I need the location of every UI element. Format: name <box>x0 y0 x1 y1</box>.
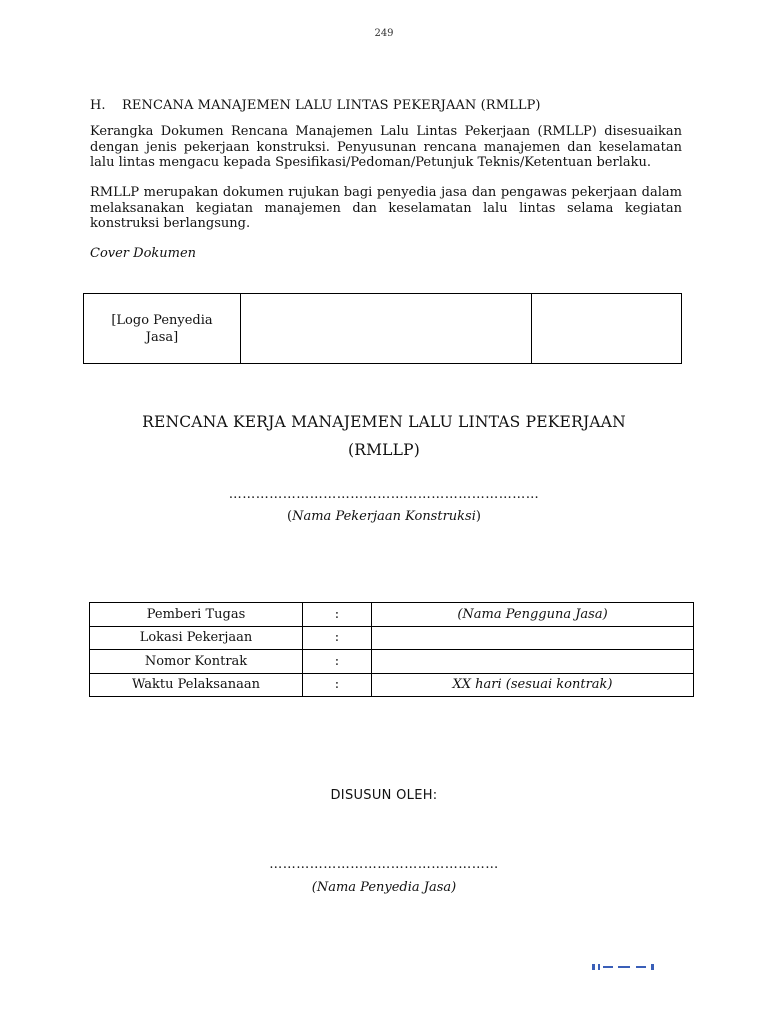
row-colon: : <box>303 673 372 697</box>
logo-table-right-cell <box>532 294 681 363</box>
row-label: Nomor Kontrak <box>90 650 303 674</box>
row-value: (Nama Pengguna Jasa) <box>372 603 694 627</box>
provider-name-caption: (Nama Penyedia Jasa) <box>311 880 457 895</box>
row-value <box>372 626 694 650</box>
rmllp-paragraph: RMLLP merupakan dokumen rujukan bagi penyedia jasa dan pengawas pekerjaan dalam melaksanakan kegiatan manajemen dan keselamatan lalu lintas selama kegiatan konstruksi berlangsung. <box>90 185 682 231</box>
section-title: RENCANA MANAJEMEN LALU LINTAS PEKERJAAN (RMLLP) <box>122 98 541 113</box>
row-colon: : <box>303 650 372 674</box>
intro-paragraph: Kerangka Dokumen Rencana Manajemen Lalu Lintas Pekerjaan (RMLLP) disesuaikan dengan jenis pekerjaan konstruksi. Penyusunan rencana manajemen dan keselamatan lalu lintas mengacu kepada Spesifikasi/Pedoman/Petunjuk Teknis/Ketentuan berlaku. <box>90 124 682 170</box>
page-number: 249 <box>374 28 394 38</box>
document-title <box>0 408 768 464</box>
logo-header-table <box>83 293 682 364</box>
row-label: Pemberi Tugas <box>90 603 303 627</box>
table-row <box>90 650 694 674</box>
logo-placeholder-cell <box>84 294 241 363</box>
row-value: XX hari (sesuai kontrak) <box>372 673 694 697</box>
table-row <box>90 626 694 650</box>
prepared-by-label: DISUSUN OLEH: <box>330 788 438 803</box>
table-row <box>90 673 694 697</box>
row-colon: : <box>303 626 372 650</box>
footer-mark-glyph <box>592 962 682 972</box>
table-row <box>90 603 694 627</box>
work-name-caption <box>0 509 768 524</box>
section-heading <box>90 98 541 113</box>
work-name-close-paren: ) <box>475 509 481 524</box>
cover-label: Cover Dokumen <box>90 246 197 261</box>
row-label: Waktu Pelaksanaan <box>90 673 303 697</box>
logo-placeholder-text: [Logo Penyedia Jasa] <box>111 312 213 345</box>
row-colon: : <box>303 603 372 627</box>
logo-table-middle-cell <box>241 294 532 363</box>
row-value <box>372 650 694 674</box>
work-name-open-paren: ( <box>287 509 293 524</box>
footer-watermark-icon <box>592 962 682 972</box>
row-label: Lokasi Pekerjaan <box>90 626 303 650</box>
provider-name-dots: …………………………………………… <box>269 857 499 872</box>
contract-info-table <box>89 602 694 697</box>
section-number: H. <box>90 98 106 113</box>
document-title-line1: RENCANA KERJA MANAJEMEN LALU LINTAS PEKERJAAN <box>142 413 626 431</box>
work-name-dots: …………………………………………………………… <box>228 487 540 502</box>
work-name-label: Nama Pekerjaan Konstruksi <box>292 509 476 524</box>
document-title-line2: (RMLLP) <box>347 441 421 459</box>
